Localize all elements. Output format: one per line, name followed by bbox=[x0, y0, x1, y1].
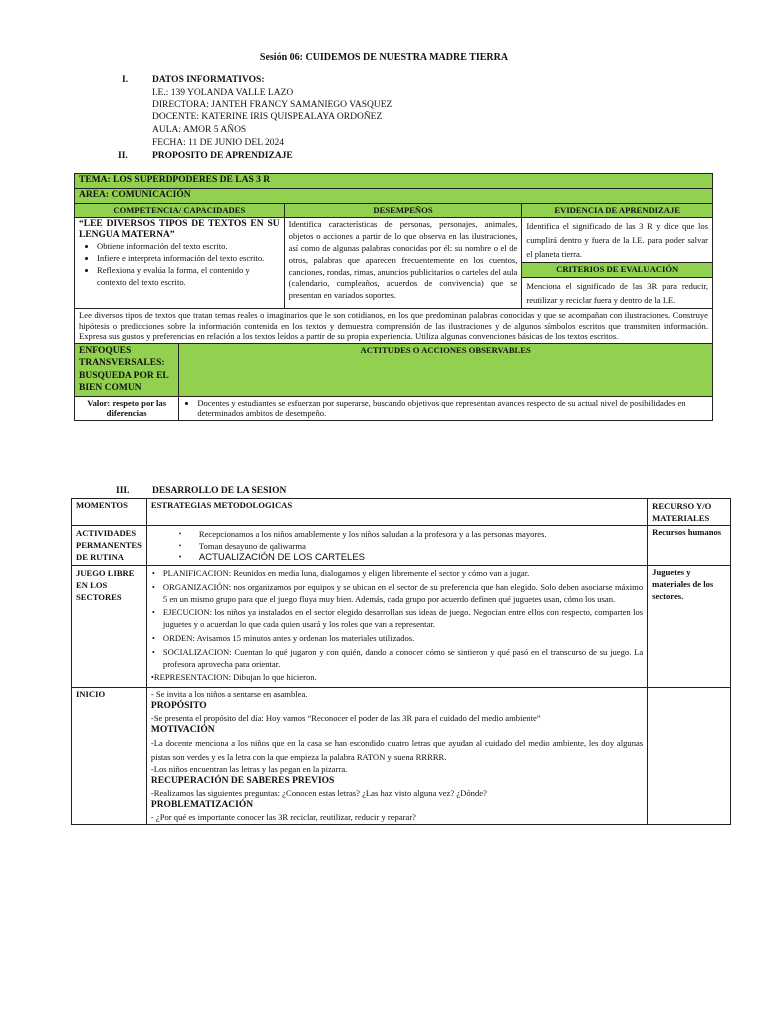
evidencia-cell: Identifica el significado de las 3 R y dice que los cumplirá dentro y fuera de la I.E. para poder salvar el planeta tierra. bbox=[522, 218, 713, 263]
juego-item: • ORGANIZACIÓN: nos organizamos por equipos y se ubican en el sector de su preferencia que han elegido. Solo deben asociarse máximo 5 en un mismo grupo para que el juego fluya muy bien. Además, cada grupo por acuerdo definen qué juguetes usan, cómo los usan. bbox=[163, 582, 643, 606]
section-3-number: III. bbox=[116, 486, 130, 496]
competencia-cell bbox=[75, 218, 285, 309]
inicio-line: -La docente menciona a los niños que en la casa se han escondido cuatro letras que ayudan al cuidado del medio ambiente, les doy algunas pistas son verdes y es la letra con la que empieza la palabra RATON y suena RRRRR. bbox=[150, 738, 644, 763]
valor-cell: Valor: respeto por las diferencias bbox=[75, 396, 179, 420]
juego-cell bbox=[146, 566, 647, 688]
capacidad-item: • Infiere e interpreta información del texto escrito. bbox=[97, 253, 280, 265]
actitud-item: • Docentes y estudiantes se esfuerzan por superarse, buscando objetivos que representan avances respecto de su actual nivel de posibilidades en determinados ambitos de desempeño. bbox=[197, 398, 708, 419]
actitudes-header: ACTITUDES O ACCIONES OBSERVABLES bbox=[179, 343, 713, 396]
capacidad-item: • Reflexiona y evalúa la forma, el contenido y contexto del texto escrito. bbox=[97, 265, 280, 289]
recursos-header: RECURSO Y/O MATERIALES bbox=[648, 499, 731, 526]
inicio-recurso bbox=[648, 688, 731, 825]
session-title: Sesión 06: CUIDEMOS DE NUESTRA MADRE TIERRA bbox=[259, 52, 509, 63]
competencia-header: COMPETENCIA/ CAPACIDADES bbox=[75, 203, 285, 218]
rutina-item: • Toman desayuno de qaliwarma bbox=[199, 540, 643, 552]
inicio-subheading: RECUPERACIÓN DE SABERES PREVIOS bbox=[150, 776, 335, 787]
juego-item: • ORDEN: Avisamos 15 minutos antes y ordenan los materiales utilizados. bbox=[163, 633, 643, 645]
enfoques-header: ENFOQUES TRANSVERSALES: BUSQUEDA POR EL BIEN COMUN bbox=[75, 343, 179, 396]
criterios-header: CRITERIOS DE EVALUACIÓN bbox=[522, 263, 713, 278]
juego-item: • PLANIFICACION: Reunidos en media luna, dialogamos y eligen libremente el sector y cómo van a jugar. bbox=[163, 568, 643, 580]
juego-label: JUEGO LIBRE EN LOS SECTORES bbox=[72, 566, 147, 688]
evidencia-header: EVIDENCIA DE APRENDIZAJE bbox=[522, 203, 713, 218]
info-director: DIRECTORA: JANTEH FRANCY SAMANIEGO VASQUEZ bbox=[152, 100, 393, 110]
inicio-subheading: PROBLEMATIZACIÓN bbox=[150, 799, 254, 810]
rutina-item: • Recepcionamos a los niños amablemente y los niños saludan a la profesora y a las personas mayores. bbox=[199, 528, 643, 540]
purpose-table bbox=[74, 173, 713, 421]
estrategias-header: ESTRATEGIAS METODOLOGICAS bbox=[146, 499, 647, 526]
inicio-line: - Se invita a los niños a sentarse en asamblea. bbox=[150, 689, 308, 700]
section-1-number: I. bbox=[122, 75, 129, 85]
info-date: FECHA: 11 DE JUNIO DEL 2024 bbox=[152, 138, 285, 148]
rutina-item: • ACTUALIZACIÓN DE LOS CARTELES bbox=[199, 552, 643, 564]
desempeno-cell: Identifica características de personas, personajes, animales, objetos o acciones a partir de lo que observa en las ilustraciones, así como de algunas palabras conocidas por él: su nombre o el de otros, palabras que aparecen frecuentemente en los cuentos, canciones, rondas, rimas, anuncios publicitarios o carteles del aula (calendario, cumpleaños, acuerdos de convivencia) que se presentan en variados soportes. bbox=[284, 218, 522, 309]
juego-recurso: Juguetes y materiales de los sectores. bbox=[648, 566, 731, 688]
inicio-subheading: MOTIVACIÓN bbox=[150, 724, 215, 735]
area-row: AREA: COMUNICACIÓN bbox=[75, 188, 713, 203]
section-1-heading: DATOS INFORMATIVOS: bbox=[152, 75, 265, 85]
inicio-label: INICIO bbox=[72, 688, 147, 825]
inicio-cell bbox=[146, 688, 647, 825]
inicio-line: -Se presenta el propósito del día: Hoy vamos “Reconocer el poder de las 3R para el cuidado del medio ambiente” bbox=[150, 712, 541, 723]
info-classroom: AULA: AMOR 5 AÑOS bbox=[152, 125, 247, 135]
desempenos-header: DESEMPEÑOS bbox=[284, 203, 522, 218]
section-3-heading: DESARROLLO DE LA SESION bbox=[152, 486, 287, 496]
tema-row: TEMA: LOS SUPERDPODERES DE LAS 3 R bbox=[75, 174, 713, 189]
actitud-cell bbox=[179, 396, 713, 420]
inicio-line: -Realizamos las siguientes preguntas: ¿Conocen estas letras? ¿Las haz visto alguna vez? ¿Dónde? bbox=[150, 787, 487, 798]
capacidad-item: • Obtiene información del texto escrito. bbox=[97, 241, 280, 253]
info-school: I.E.: 139 YOLANDA VALLE LAZO bbox=[152, 88, 294, 98]
section-2-heading: PROPOSITO DE APRENDIZAJE bbox=[152, 151, 293, 161]
criterios-cell: Menciona el significado de las 3R para reducir, reutilizar y reciclar fuera y dentro de la I.E. bbox=[522, 278, 713, 309]
info-teacher: DOCENTE: KATERINE IRIS QUISPEALAYA ORDOÑEZ bbox=[152, 112, 383, 122]
inicio-line: -Los niños encuentran las letras y las pegan en la pizarra. bbox=[150, 764, 348, 775]
rutina-recurso: Recursos humanos bbox=[648, 526, 731, 566]
momentos-header: MOMENTOS bbox=[72, 499, 147, 526]
estandar-cell: Lee diversos tipos de textos que tratan temas reales o imaginarios que le son cotidianos, en los que predominan palabras conocidas y que se acompañan con ilustraciones. Construye hipótesis o predicciones sobre la información contenida en los textos y demuestra comprensión de las ilustraciones y de algunos símbolos escritos que transmiten información. Expresa sus gustos y preferencias en relación a los textos leídos a partir de su propia experiencia. Utiliza algunas convenciones básicas de los textos escritos. bbox=[75, 309, 713, 344]
inicio-line: - ¿Por qué es importante conocer las 3R reciclar, reutilizar, reducir y reparar? bbox=[150, 811, 416, 822]
session-table bbox=[71, 498, 731, 825]
juego-item: • SOCIALIZACION: Cuentan lo qué jugaron y con quién, dando a conocer cómo se sintieron y qué pasó en el transcurso de su juego. La profesora aprovecha para orientar. bbox=[163, 647, 643, 671]
juego-representacion: •REPRESENTACION: Dibujan lo que hicieron. bbox=[150, 672, 317, 683]
juego-item: • EJECUCION: los niños ya instalados en el sector elegido desarrollan sus ideas de juego. Negocian entre ellos con respecto, comparten los juguetes y o acuerdan lo que cada quien usará y los roles que van a representar. bbox=[163, 607, 643, 631]
competencia-title: “LEE DIVERSOS TIPOS DE TEXTOS EN SU LENGUA MATERNA” bbox=[79, 219, 280, 241]
inicio-subheading: PROPÓSITO bbox=[150, 700, 207, 711]
rutina-cell bbox=[146, 526, 647, 566]
section-2-number: II. bbox=[118, 151, 128, 161]
rutina-label: ACTIVIDADES PERMANENTES DE RUTINA bbox=[72, 526, 147, 566]
